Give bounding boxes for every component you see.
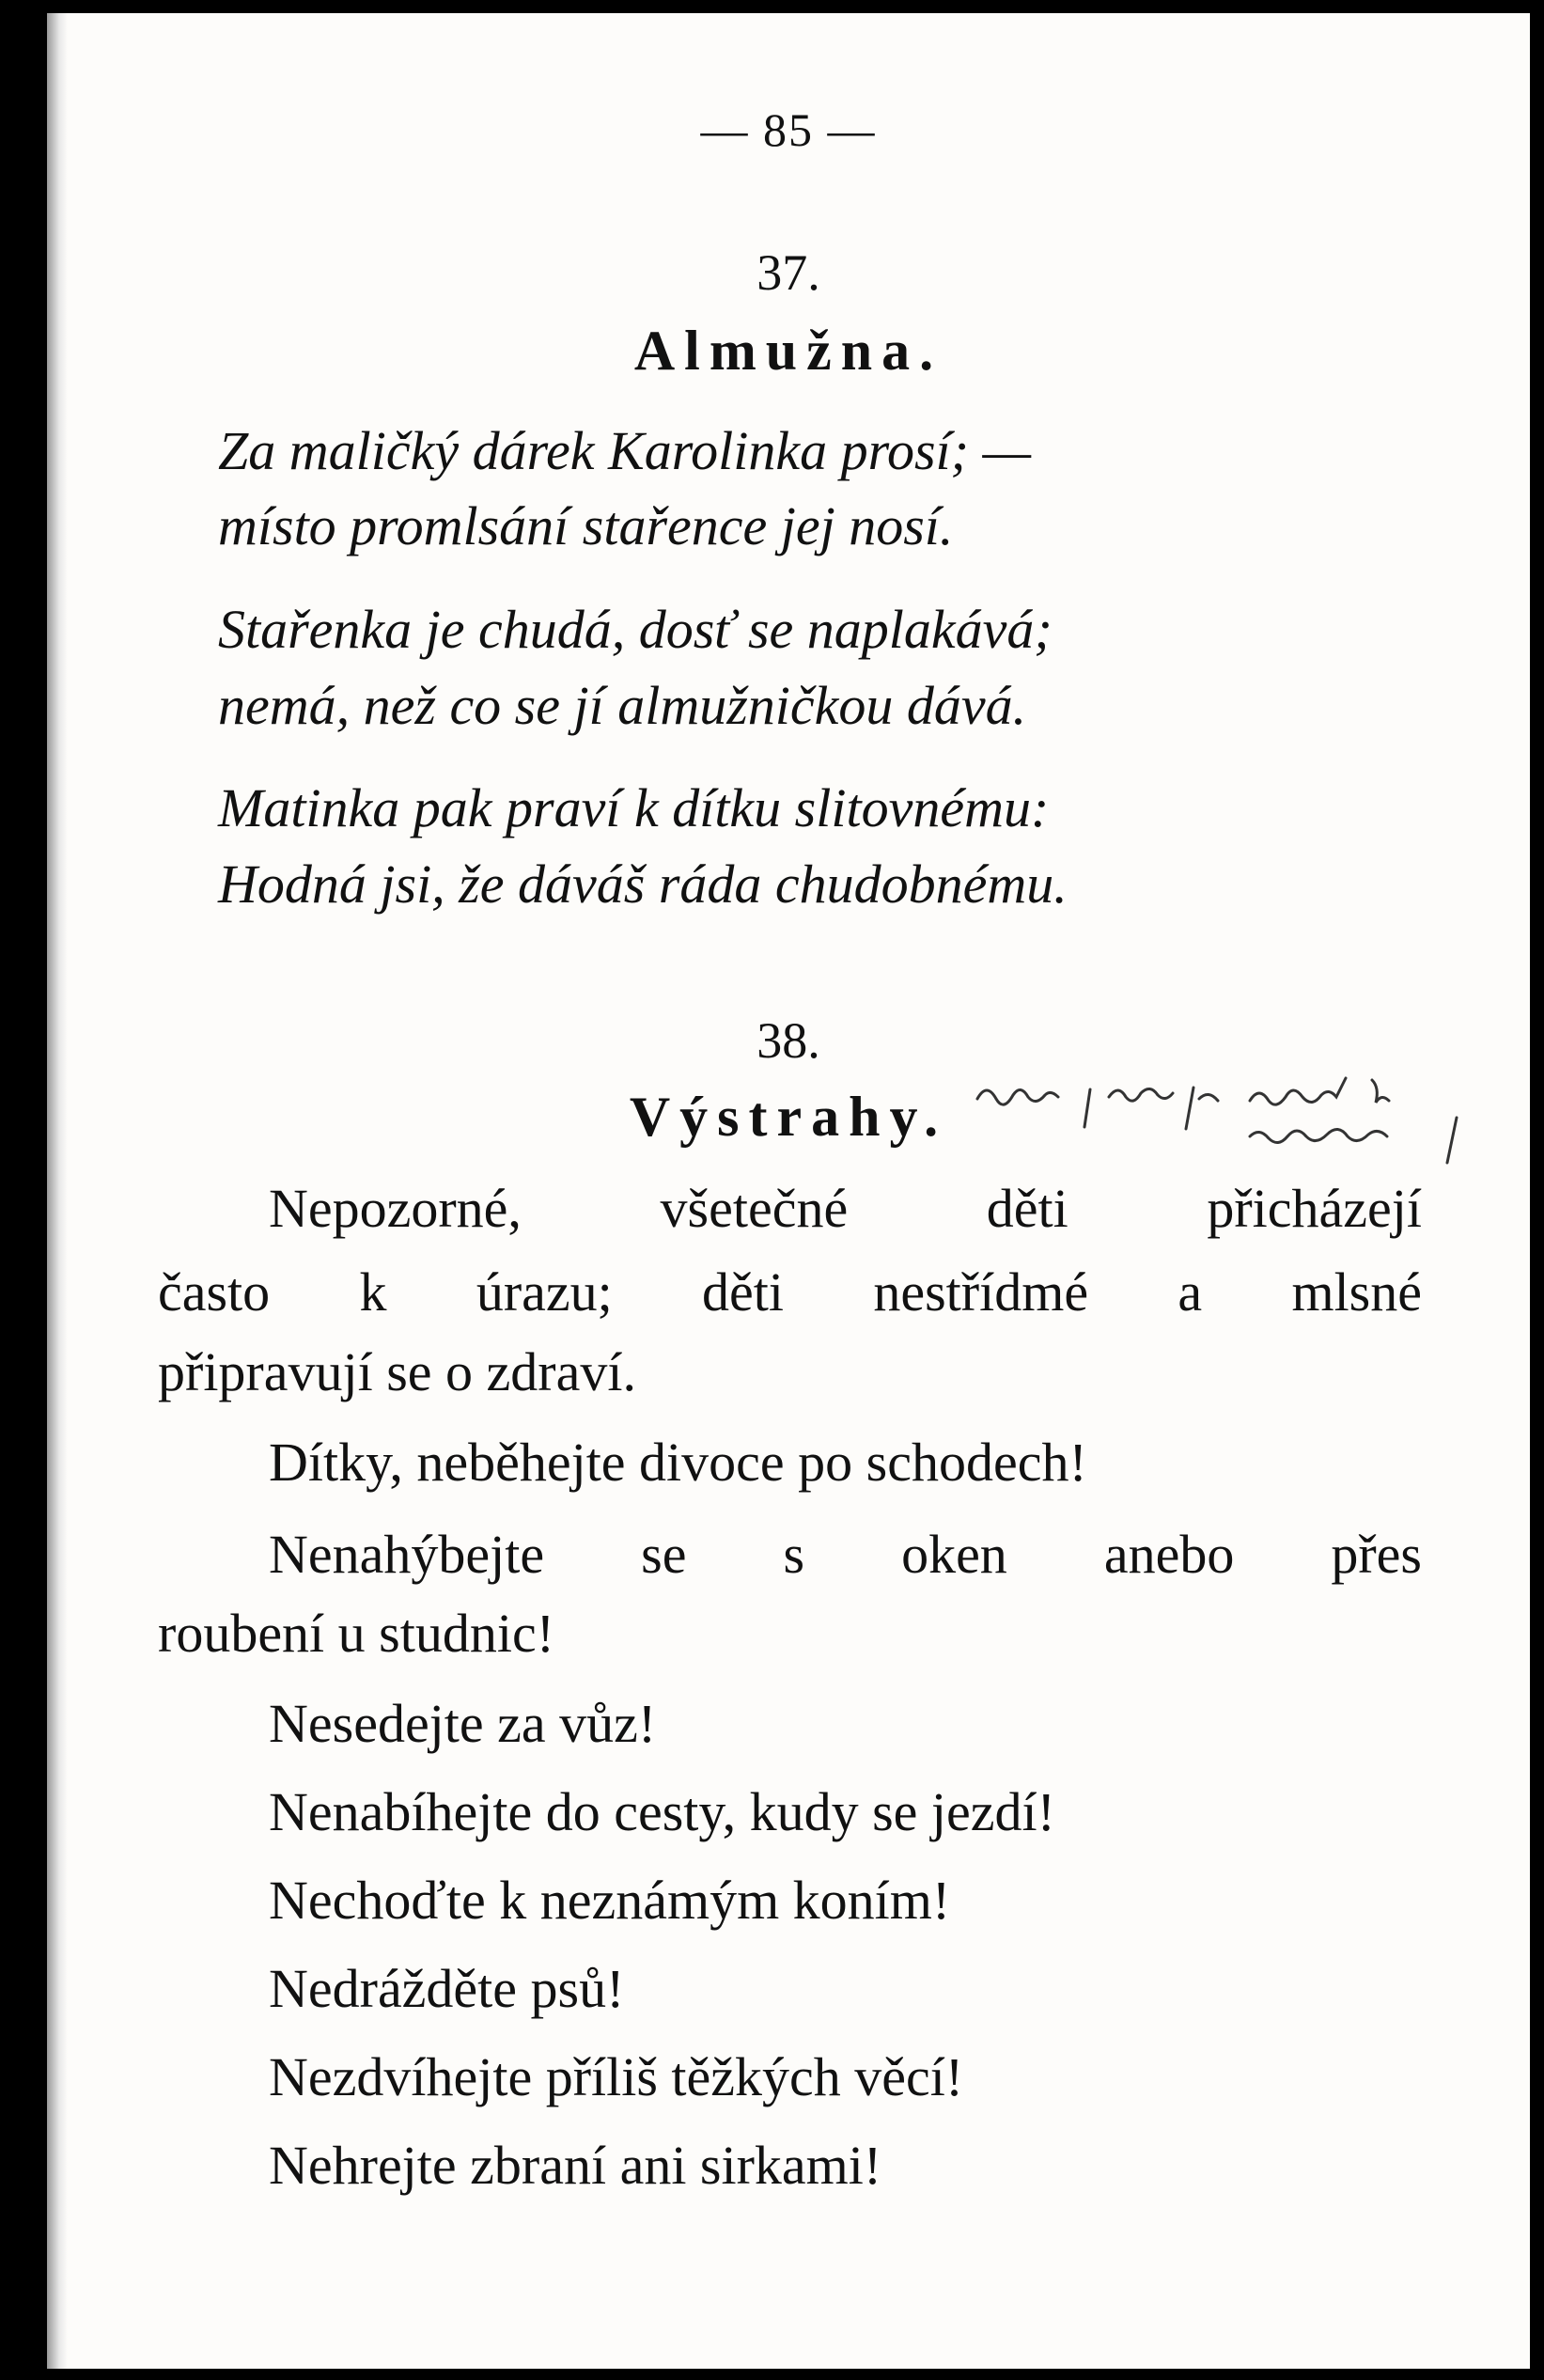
warning-line-1: Nepozorné, všetečné děti přicházejí [269, 1178, 1422, 1239]
book-page [47, 13, 1530, 2369]
section-38-title: Výstrahy. [629, 1086, 948, 1148]
poem-line-6: Hodná jsi, že dáváš ráda chudobnému. [218, 853, 1068, 915]
warning-line-3: připravují se o zdraví. [158, 1341, 636, 1402]
poem-line-5: Matinka pak praví k dítku slitovnému: [218, 777, 1050, 838]
section-37-number: 37. [756, 244, 820, 301]
warning-line-2: často k úrazu; děti nestřídmé a mlsné [158, 1261, 1422, 1323]
warning-line-7: Nesedejte za vůz! [269, 1693, 657, 1754]
warning-line-8: Nenabíhejte do cesty, kudy se jezdí! [269, 1781, 1055, 1842]
poem-line-4: nemá, než co se jí almužničkou dává. [218, 675, 1027, 736]
warning-line-4: Dítky, neběhejte divoce po schodech! [269, 1432, 1087, 1493]
section-38-number: 38. [756, 1012, 820, 1069]
warning-line-6: roubení u studnic! [158, 1603, 555, 1664]
warning-line-9: Nechoďte k neznámým koním! [269, 1870, 951, 1931]
section-37-title: Almužna. [633, 320, 944, 382]
page-number: — 85 — [700, 103, 877, 156]
warning-line-5: Nenahýbejte se s oken anebo přes [269, 1524, 1422, 1585]
poem-line-2: místo promlsání stařence jej nosí. [218, 495, 954, 556]
warning-line-11: Nezdvíhejte příliš těžkých věcí! [269, 2046, 964, 2107]
poem-line-3: Stařenka je chudá, dosť se naplakává; [218, 599, 1053, 660]
poem-line-1: Za maličký dárek Karolinka prosí; — [218, 420, 1032, 481]
warning-line-10: Nedrážděte psů! [269, 1958, 625, 2019]
warning-line-12: Nehrejte zbraní ani sirkami! [269, 2135, 882, 2196]
